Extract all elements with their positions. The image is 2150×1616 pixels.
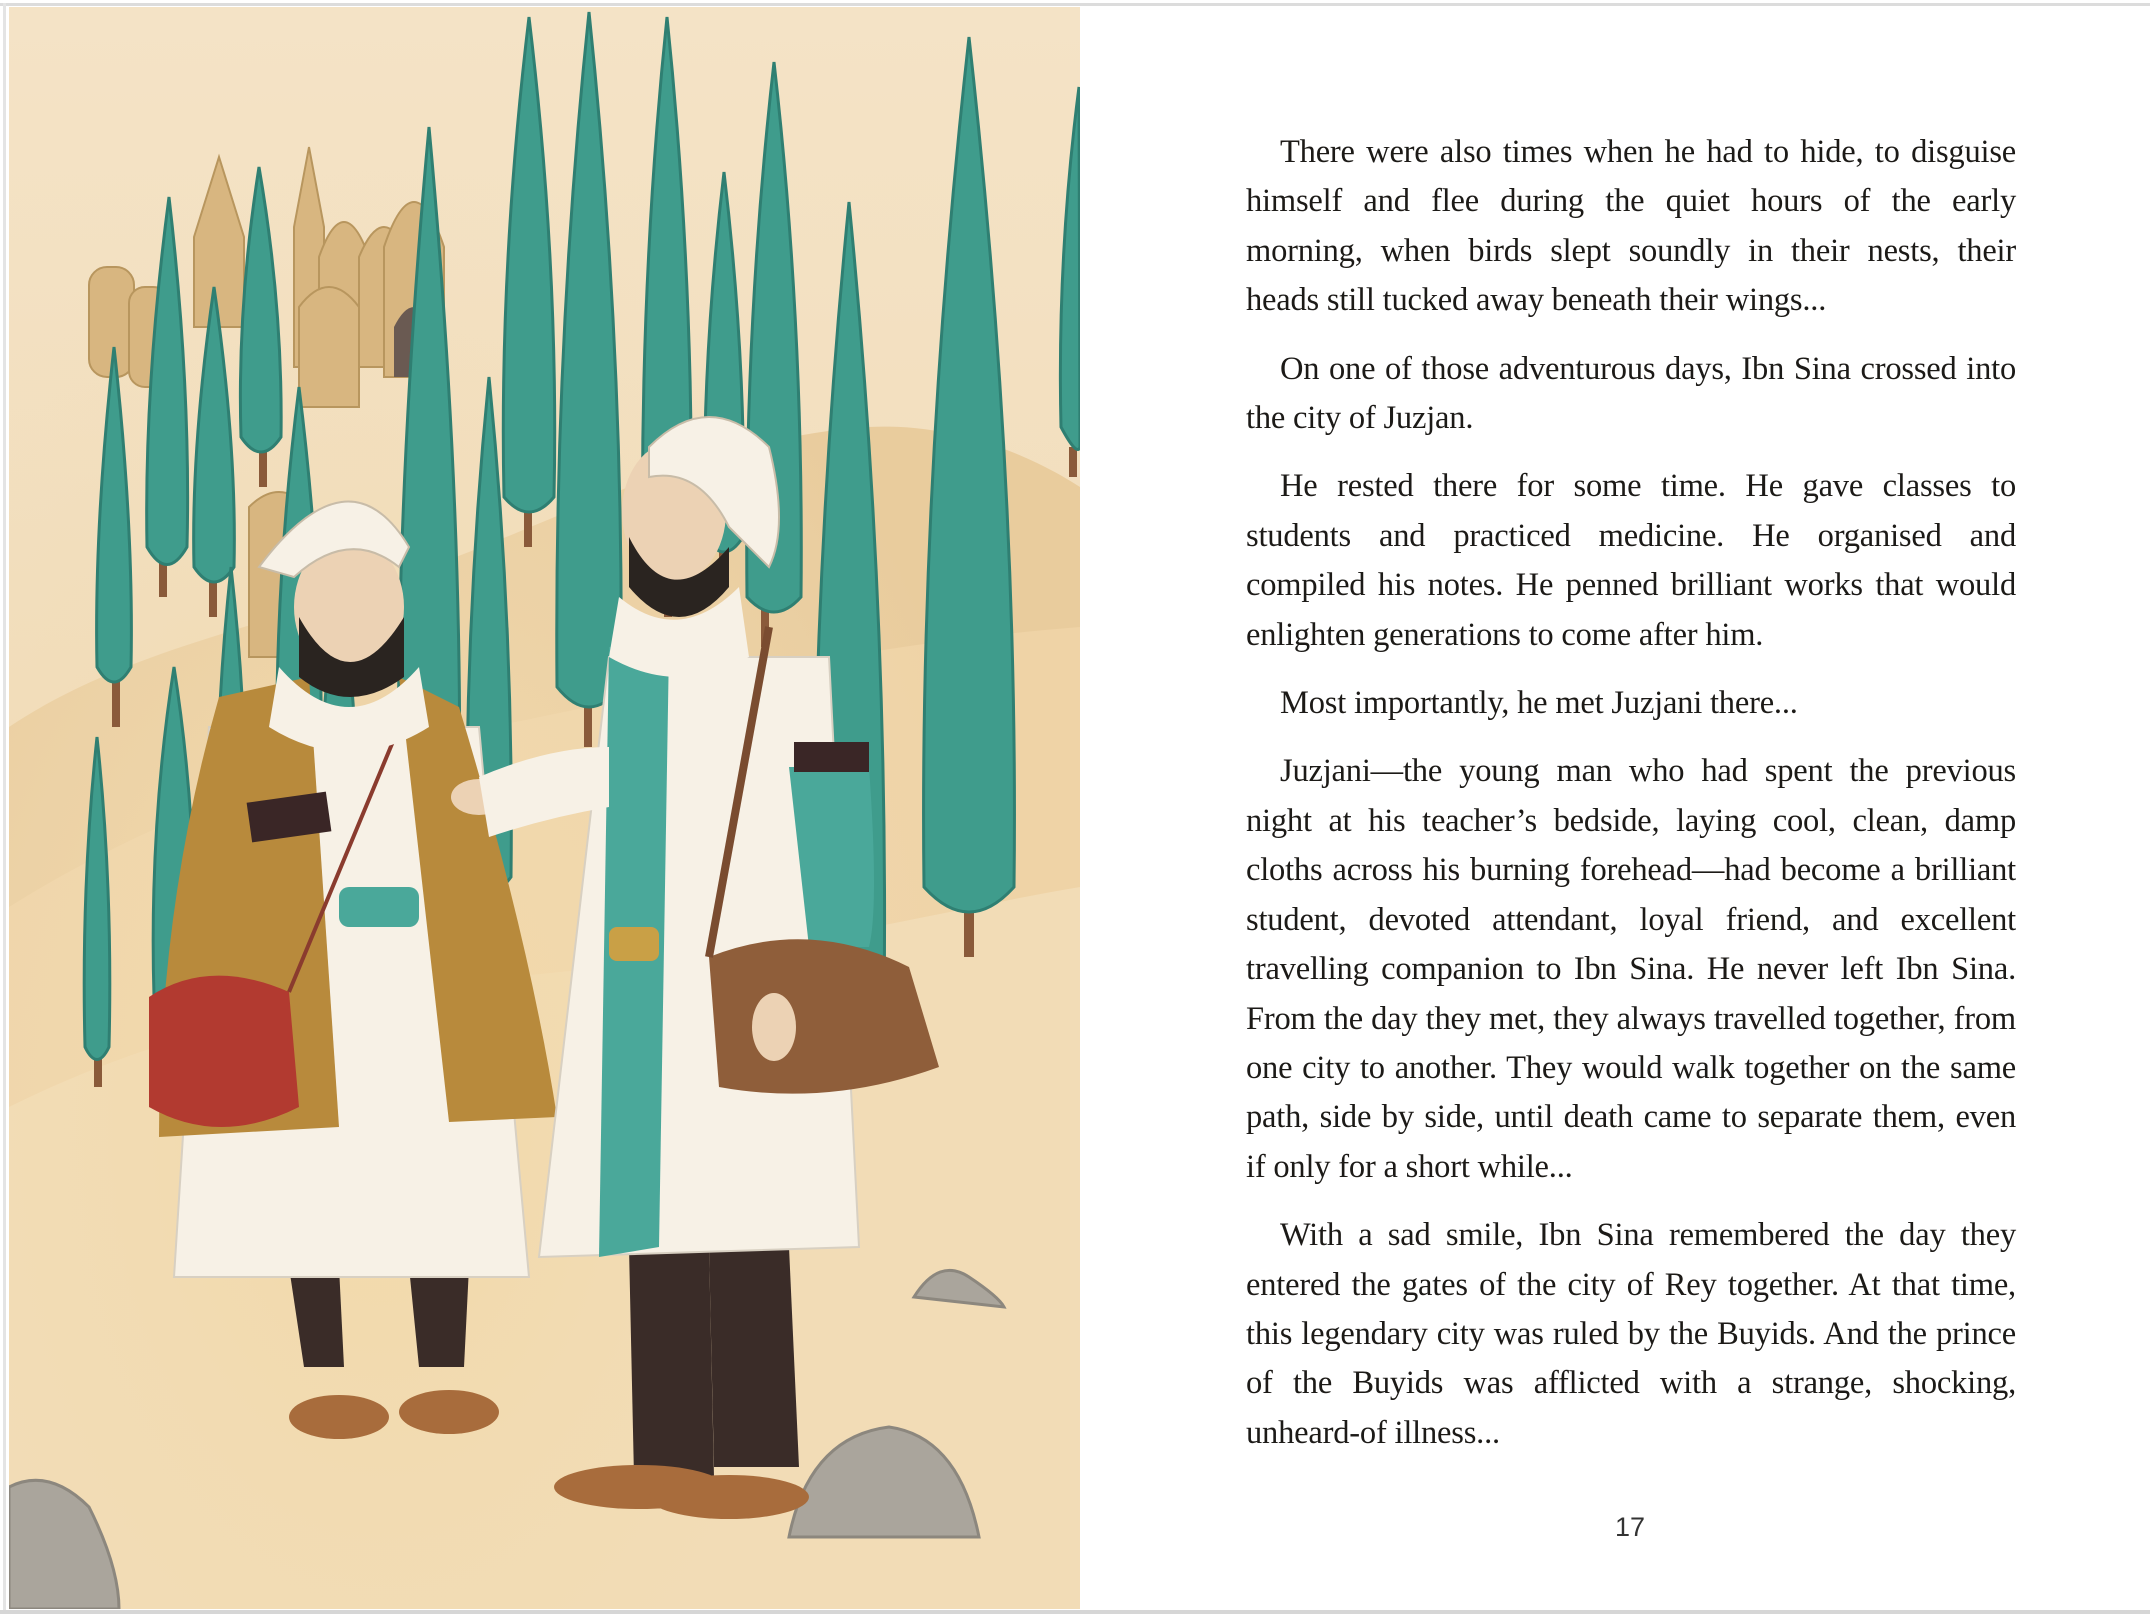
page-border-left	[3, 3, 6, 1614]
paragraph-2: On one of those adventurous days, Ibn Sina crossed into the city of Juzjan.	[1246, 350, 2016, 437]
paragraph-5: Juzjani—the young man who had spent the previous night at his teacher’s bedside, laying cool, clean, damp cloths across his burning forehead—had become a brilliant student, devoted attendant, loyal friend, and excellent travelling companion to Ibn Sina. He never left Ibn Sina. From the day they met, they always travelled together, from one city to another. They would walk together on the same path, side by side, until death came to separate them, even if only for a short while...	[1246, 753, 2016, 1185]
page-border-bottom	[0, 1610, 2150, 1614]
paragraph-4: Most importantly, he met Juzjani there...	[1280, 685, 1798, 722]
paragraph-6: With a sad smile, Ibn Sina remembered the day they entered the gates of the city of Rey together. At that time, this legendary city was ruled by the Buyids. And the prince of the Buyids was afflicted with a strange, shocking, unheard-of illness...	[1246, 1217, 2016, 1451]
page-border-top	[0, 3, 2150, 6]
paragraph-1: There were also times when he had to hide, to disguise himself and flee during the quiet hours of the early morning, when birds slept soundly in their nests, their heads still tucked away beneath their wings...	[1246, 134, 2016, 319]
paragraph-3: He rested there for some time. He gave classes to students and practiced medicine. He organised and compiled his notes. He penned brilliant works that would enlighten generations to come after him.	[1246, 468, 2016, 653]
page-number: 17	[1614, 1512, 1646, 1542]
illustration-two-scholars	[9, 7, 1080, 1609]
text-page	[1246, 128, 2016, 1477]
illustration-panel	[9, 7, 1080, 1609]
